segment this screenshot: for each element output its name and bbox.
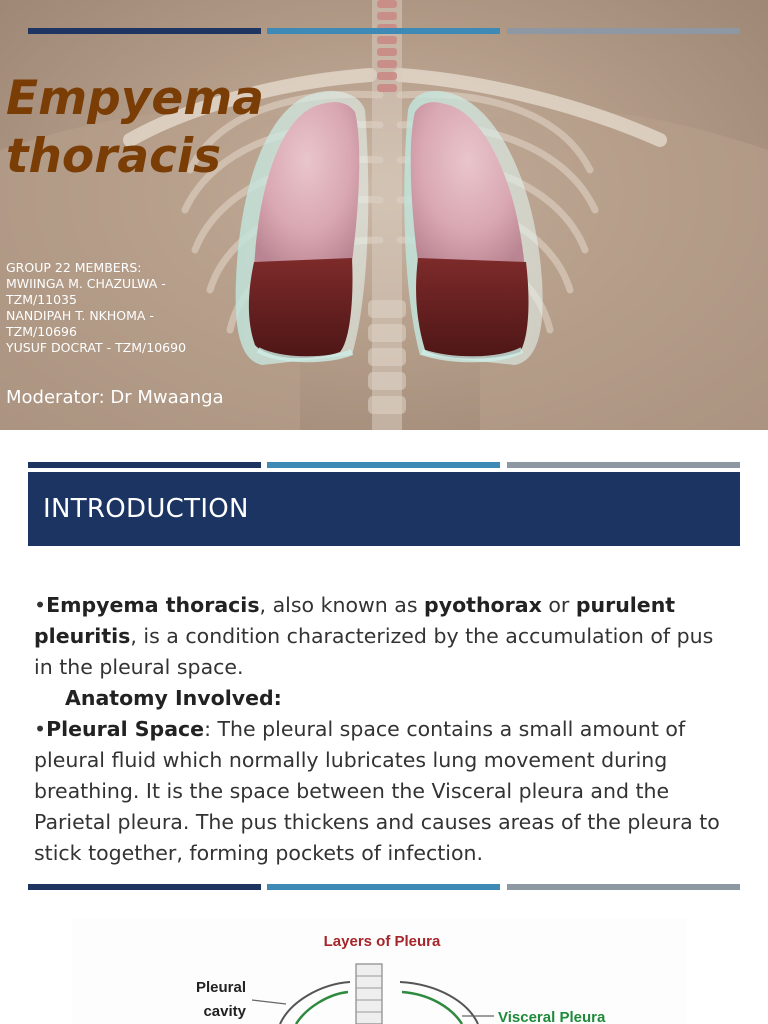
bar-blue — [267, 28, 500, 34]
bar-navy — [28, 28, 261, 34]
paragraph-definition — [34, 590, 734, 683]
label-pleural-cavity-1: Pleural — [195, 979, 246, 996]
members-heading: GROUP 22 MEMBERS: — [6, 260, 142, 275]
term-pyothorax: pyothorax — [424, 593, 542, 617]
title-slide — [0, 0, 768, 430]
bar-navy — [28, 884, 261, 890]
pleura-diagram-slide — [0, 892, 768, 1024]
text-segment: , also known as — [259, 593, 425, 617]
pleura-diagram — [0, 892, 768, 1024]
label-visceral-pleura: Visceral Pleura — [498, 1009, 606, 1024]
group-members — [6, 260, 216, 356]
bar-navy — [28, 462, 261, 468]
bullet: • — [34, 717, 47, 741]
bar-blue — [267, 884, 500, 890]
term-pleural-space: Pleural Space — [46, 717, 205, 741]
decorative-bars — [28, 462, 740, 468]
term-purulent-pleuritis: purulent pleuritis — [34, 593, 676, 648]
bar-grey — [507, 884, 740, 890]
introduction-slide — [0, 440, 768, 892]
term-empyema: Empyema thoracis — [46, 593, 260, 617]
member-2: NANDIPAH T. NKHOMA - TZM/10696 — [6, 308, 154, 339]
anatomy-subheading: Anatomy Involved: — [65, 686, 282, 710]
bar-blue — [267, 462, 500, 468]
title-line-2: thoracis — [6, 129, 222, 184]
text-segment: , is a condition characterized by the accumulation of pus in the pleural space. — [34, 624, 714, 679]
paragraph-pleural-space — [34, 714, 734, 869]
diagram-title: Layers of Pleura — [323, 933, 441, 950]
bar-grey — [507, 28, 740, 34]
decorative-bars — [28, 884, 740, 890]
moderator-text: Moderator: Dr Mwaanga — [6, 387, 224, 408]
section-heading: INTRODUCTION — [43, 494, 249, 524]
slide-body — [34, 590, 734, 869]
lungs-illustration — [0, 0, 768, 430]
trachea-shape — [356, 964, 382, 1024]
title-line-1: Empyema — [6, 71, 264, 126]
label-pleural-cavity-2: cavity — [203, 1003, 246, 1020]
member-3: YUSUF DOCRAT - TZM/10690 — [6, 340, 187, 355]
section-banner — [28, 472, 740, 546]
text-segment: : The pleural space contains a small amount of pleural fluid which normally lubricates lung movement during breathing. It is the space between the Visceral pleura and the Parietal pleura. The pus thickens and causes areas of the pleura to stick together, forming pockets of infection. — [34, 717, 720, 865]
text-segment: or — [541, 593, 576, 617]
member-1: MWIINGA M. CHAZULWA - TZM/11035 — [6, 276, 166, 307]
presentation-title — [6, 70, 306, 186]
bar-grey — [507, 462, 740, 468]
decorative-bars — [28, 28, 740, 34]
bullet: • — [34, 593, 47, 617]
